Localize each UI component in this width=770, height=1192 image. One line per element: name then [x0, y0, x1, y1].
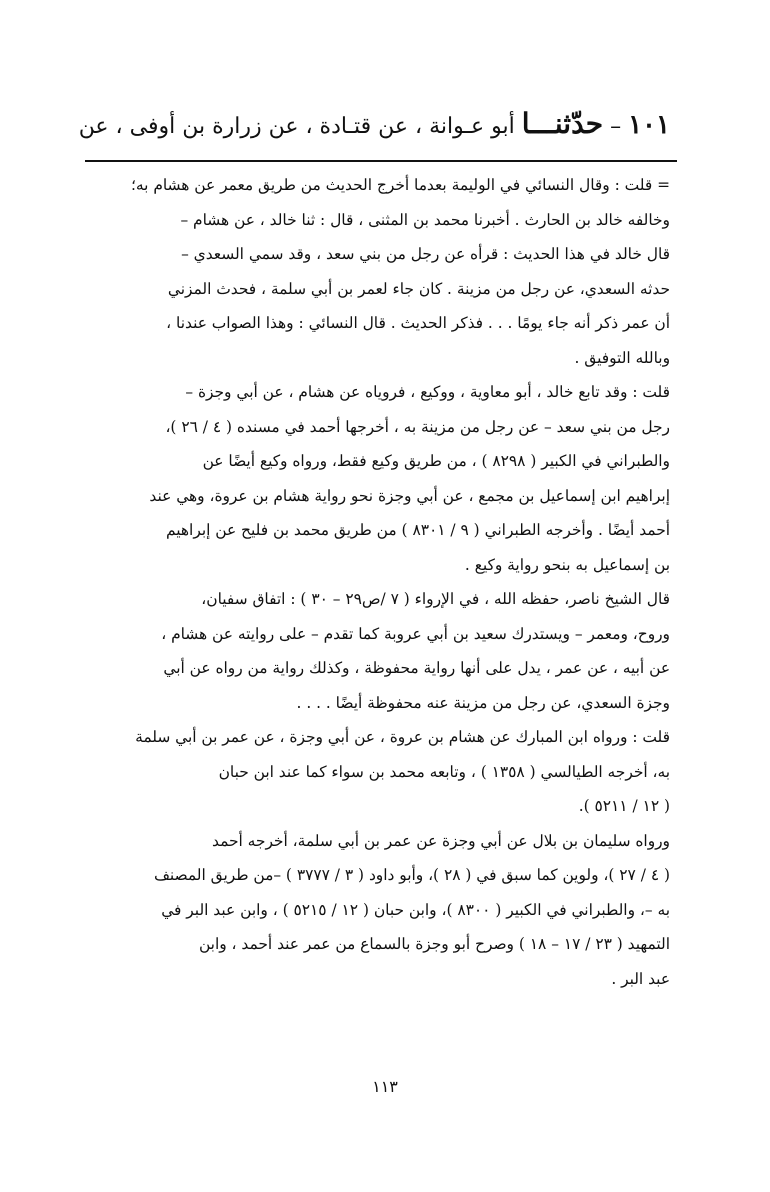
text-line: بن إسماعيل به بنحو رواية وكيع . — [464, 555, 670, 574]
text-line: ورواه سليمان بن بلال عن أبي وجزة عن عمر بن أبي سلمة، أخرجه أحمد — [212, 831, 670, 850]
text-line: التمهيد ( ٢٣ / ١٧ – ١٨ ) وصرح أبو وجزة بالسماع من عمر عند أحمد ، وابن — [198, 935, 670, 953]
text-line: وروح، ومعمر – ويستدرك سعيد بن أبي عروبة كما تقدم – على روايته عن هشام ، — [161, 624, 670, 643]
text-line: أحمد أيضًا . وأخرجه الطبراني ( ٩ / ٨٣٠١ ) من طريق محمد بن فليح عن إبراهيم — [166, 521, 670, 539]
hadith-header — [78, 104, 670, 147]
text-line: أن عمر ذكر أنه جاء يومًا . . . فذكر الحديث . قال النسائي : وهذا الصواب عندنا ، — [166, 314, 670, 332]
text-line: ( ١٢ / ٥٢١١ ). — [578, 797, 670, 815]
commentary-body — [100, 168, 670, 996]
hadith-number: ١٠١ — [628, 110, 670, 140]
haddathana-word: حدّثنـــا — [521, 107, 604, 140]
paragraph — [100, 582, 670, 720]
paragraph — [100, 720, 670, 824]
text-line: عن أبيه ، عن عمر ، يدل على أنها رواية محفوظة ، وكذلك رواية من رواه عن أبي — [163, 659, 670, 677]
header-rule — [85, 160, 677, 162]
page-number: ١١٣ — [372, 1077, 398, 1096]
header-dash: – — [610, 114, 622, 139]
text-line: = قلت : وقال النسائي في الوليمة بعدما أخرج الحديث من طريق معمر عن هشام به؛ — [131, 176, 670, 194]
text-line: قال الشيخ ناصر، حفظه الله ، في الإرواء ( ٧ /ص٢٩ – ٣٠ ) : اتفاق سفيان، — [201, 590, 670, 608]
paragraph — [100, 375, 670, 582]
text-line: وجزة السعدي، عن رجل من مزينة عنه محفوظة أيضًا . . . . — [296, 693, 670, 712]
text-line: ( ٤ / ٢٧ )، ولوين كما سبق في ( ٢٨ )، وأبو داود ( ٣ / ٣٧٧٧ ) –من طريق المصنف — [153, 866, 670, 884]
text-line: رجل من بني سعد – عن رجل من مزينة به ، أخرجها أحمد في مسنده ( ٤ / ٢٦ )، — [165, 417, 670, 436]
text-line: وخالفه خالد بن الحارث . أخبرنا محمد بن المثنى ، قال : ثنا خالد ، عن هشام – — [180, 210, 670, 229]
text-line: به –، والطبراني في الكبير ( ٨٣٠٠ )، وابن حبان ( ١٢ / ٥٢١٥ ) ، وابن عبد البر في — [161, 900, 670, 919]
text-line: وبالله التوفيق . — [574, 348, 670, 367]
text-line: حدثه السعدي، عن رجل من مزينة . كان جاء لعمر بن أبي سلمة ، فحدث المزني — [167, 279, 670, 298]
text-line: قال خالد في هذا الحديث : قرأه عن رجل من بني سعد ، وقد سمي السعدي – — [181, 245, 670, 263]
text-line: قلت : وقد تابع خالد ، أبو معاوية ، ووكيع ، فروياه عن هشام ، عن أبي وجزة – — [185, 383, 670, 401]
text-line: به، أخرجه الطيالسي ( ١٣٥٨ ) ، وتابعه محمد بن سواء كما عند ابن حبان — [218, 762, 670, 781]
isnad-text: أبو عـوانة ، عن قتـادة ، عن زرارة بن أوفى ، عن — [78, 114, 515, 139]
text-line: قلت : ورواه ابن المبارك عن هشام بن عروة ، عن أبي وجزة ، عن عمر بن أبي سلمة — [135, 728, 670, 746]
paragraph — [100, 168, 670, 375]
text-line: إبراهيم ابن إسماعيل بن مجمع ، عن أبي وجزة نحو رواية هشام بن عروة، وهي عند — [149, 486, 670, 505]
text-line: عبد البر . — [611, 969, 670, 988]
text-line: والطبراني في الكبير ( ٨٢٩٨ ) ، من طريق وكيع فقط، ورواه وكيع أيضًا عن — [202, 452, 670, 470]
paragraph — [100, 824, 670, 997]
